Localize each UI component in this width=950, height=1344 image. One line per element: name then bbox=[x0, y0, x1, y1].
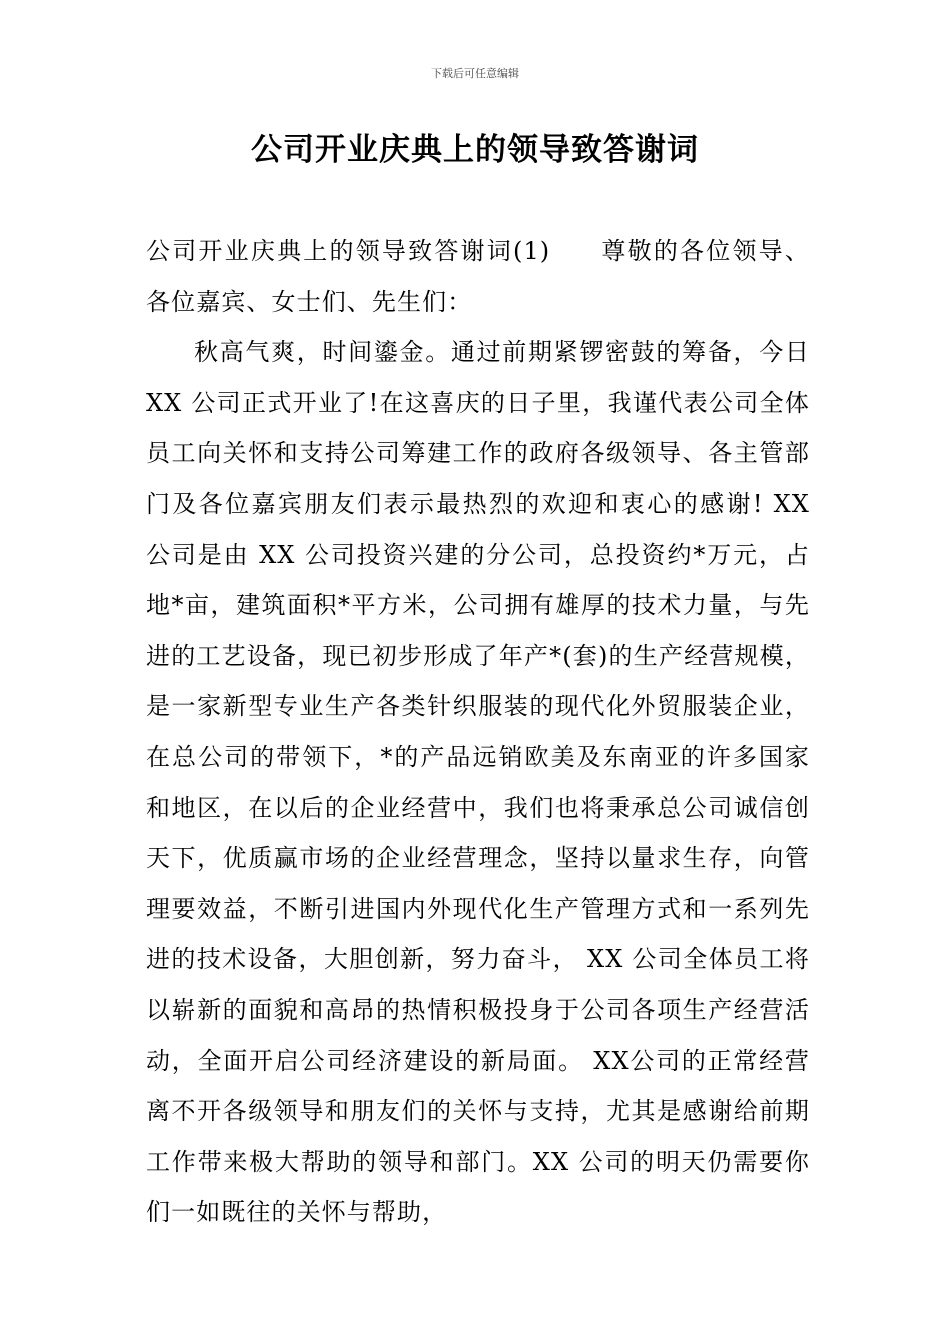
intro-heading: 公司开业庆典上的领导致答谢词(1) bbox=[146, 237, 551, 265]
body-paragraph: 秋高气爽，时间鎏金。通过前期紧锣密鼓的筹备，今日 XX 公司正式开业了!在这喜庆的日子里，我谨代表公司全体员工向关怀和支持公司筹建工作的政府各级领导、各主管部门及各位嘉宾朋友们表示最热烈的欢迎和衷心的感谢! XX 公司是由 XX 公司投资兴建的分公司，总投资约*万元，占地*亩，建筑面积*平方米，公司拥有雄厚的技术力量，与先进的工艺设备，现已初步形成了年产*(套)的生产经营规模，是一家新型专业生产各类针织服装的现代化外贸服装企业，在总公司的带领下，*的产品远销欧美及东南亚的许多国家和地区，在以后的企业经营中，我们也将秉承总公司诚信创天下，优质赢市场的企业经营理念，坚持以量求生存，向管理要效益，不断引进国内外现代化生产管理方式和一系列先进的技术设备，大胆创新，努力奋斗， XX 公司全体员工将以崭新的面貌和高昂的热情积极投身于公司各项生产经营活动，全面开启公司经济建设的新局面。 XX公司的正常经营离不开各级领导和朋友们的关怀与支持，尤其是感谢给前期工作带来极大帮助的领导和部门。XX 公司的明天仍需要你们一如既往的关怀与帮助， bbox=[146, 338, 810, 1227]
document-title: 公司开业庆典上的领导致答谢词 bbox=[251, 132, 699, 168]
intro-paragraph bbox=[146, 226, 810, 327]
header-note: 下载后可任意编辑 bbox=[431, 67, 519, 80]
document-body bbox=[146, 226, 810, 1238]
salutation: 尊敬的各位领导、各位嘉宾、女士们、先生们： bbox=[146, 237, 810, 316]
